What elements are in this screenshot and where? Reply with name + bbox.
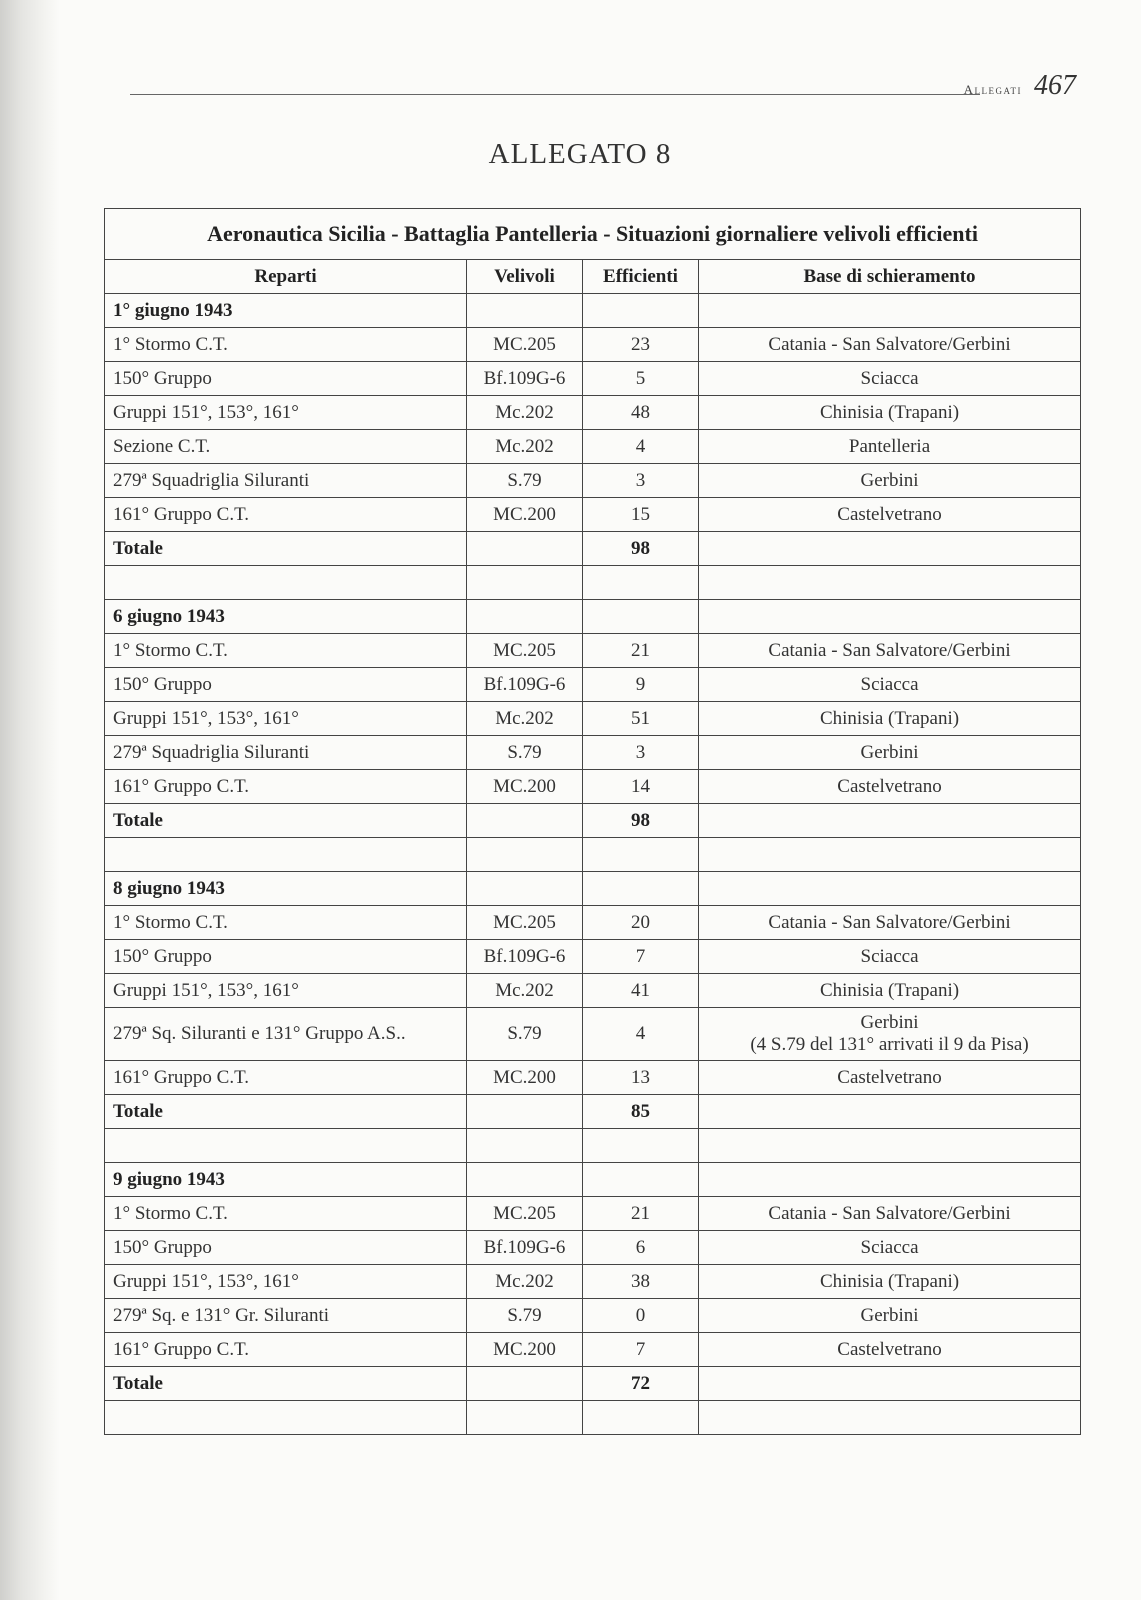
- running-head: [964, 70, 1076, 102]
- reparto-cell: Sezione C.T.: [105, 430, 467, 464]
- table-row: [105, 498, 1081, 532]
- base-cell: Catania - San Salvatore/Gerbini: [699, 906, 1081, 940]
- empty-cell: [467, 872, 583, 906]
- base-cell: Castelvetrano: [699, 1333, 1081, 1367]
- base-cell: [699, 1008, 1081, 1061]
- section-date-row: [105, 872, 1081, 906]
- page-spine-shadow: [0, 0, 60, 1600]
- base-cell: Chinisia (Trapani): [699, 1265, 1081, 1299]
- table-caption-row: [105, 209, 1081, 260]
- empty-cell: [583, 1129, 699, 1163]
- reparto-cell: 161° Gruppo C.T.: [105, 498, 467, 532]
- base-cell: Chinisia (Trapani): [699, 974, 1081, 1008]
- column-header-reparti: Reparti: [105, 260, 467, 294]
- table-row: [105, 1008, 1081, 1061]
- spacer-row: [105, 1129, 1081, 1163]
- velivoli-cell: Bf.109G-6: [467, 668, 583, 702]
- total-value: 72: [583, 1367, 699, 1401]
- empty-cell: [583, 294, 699, 328]
- efficienti-cell: 20: [583, 906, 699, 940]
- base-note: (4 S.79 del 131° arrivati il 9 da Pisa): [750, 1034, 1029, 1055]
- total-label: Totale: [105, 532, 467, 566]
- total-label: Totale: [105, 1095, 467, 1129]
- table-row: [105, 1333, 1081, 1367]
- column-header-velivoli: Velivoli: [467, 260, 583, 294]
- table-row: [105, 464, 1081, 498]
- base-cell: Gerbini: [699, 1299, 1081, 1333]
- empty-cell: [467, 532, 583, 566]
- empty-cell: [583, 838, 699, 872]
- efficienti-cell: 0: [583, 1299, 699, 1333]
- base-cell: Sciacca: [699, 1231, 1081, 1265]
- reparto-cell: 1° Stormo C.T.: [105, 1197, 467, 1231]
- efficienti-cell: 14: [583, 770, 699, 804]
- base-cell: Sciacca: [699, 668, 1081, 702]
- table-caption: Aeronautica Sicilia - Battaglia Pantelleria - Situazioni giornaliere velivoli efficienti: [105, 209, 1081, 260]
- base-cell: Castelvetrano: [699, 1061, 1081, 1095]
- efficienti-cell: 3: [583, 736, 699, 770]
- table-row: [105, 1197, 1081, 1231]
- table-row: [105, 974, 1081, 1008]
- base-cell: Gerbini: [699, 464, 1081, 498]
- base-cell: Catania - San Salvatore/Gerbini: [699, 634, 1081, 668]
- section-date: 8 giugno 1943: [105, 872, 467, 906]
- efficienti-cell: 4: [583, 1008, 699, 1061]
- column-header-efficienti: Efficienti: [583, 260, 699, 294]
- velivoli-cell: MC.205: [467, 1197, 583, 1231]
- table-row: [105, 940, 1081, 974]
- velivoli-cell: MC.205: [467, 328, 583, 362]
- efficienti-cell: 3: [583, 464, 699, 498]
- page-title: ALLEGATO 8: [488, 138, 672, 170]
- velivoli-cell: S.79: [467, 1008, 583, 1061]
- empty-cell: [699, 1095, 1081, 1129]
- velivoli-cell: S.79: [467, 464, 583, 498]
- reparto-cell: 279ª Sq. e 131° Gr. Siluranti: [105, 1299, 467, 1333]
- section-date-row: [105, 600, 1081, 634]
- base-cell: Catania - San Salvatore/Gerbini: [699, 328, 1081, 362]
- empty-cell: [699, 1129, 1081, 1163]
- reparto-cell: Gruppi 151°, 153°, 161°: [105, 1265, 467, 1299]
- empty-cell: [467, 566, 583, 600]
- velivoli-cell: MC.205: [467, 634, 583, 668]
- velivoli-cell: S.79: [467, 736, 583, 770]
- section-date: 6 giugno 1943: [105, 600, 467, 634]
- empty-cell: [583, 566, 699, 600]
- efficienti-cell: 23: [583, 328, 699, 362]
- table-row: [105, 736, 1081, 770]
- section-date: 9 giugno 1943: [105, 1163, 467, 1197]
- empty-cell: [583, 1401, 699, 1435]
- efficienti-cell: 38: [583, 1265, 699, 1299]
- total-row: [105, 804, 1081, 838]
- empty-cell: [467, 1401, 583, 1435]
- velivoli-cell: Bf.109G-6: [467, 1231, 583, 1265]
- velivoli-cell: Mc.202: [467, 430, 583, 464]
- base-cell: Gerbini: [699, 736, 1081, 770]
- table-row: [105, 430, 1081, 464]
- efficienti-cell: 21: [583, 1197, 699, 1231]
- efficienti-cell: 9: [583, 668, 699, 702]
- reparto-cell: 1° Stormo C.T.: [105, 634, 467, 668]
- empty-cell: [105, 1129, 467, 1163]
- table-row: [105, 396, 1081, 430]
- reparto-cell: 1° Stormo C.T.: [105, 328, 467, 362]
- reparto-cell: 150° Gruppo: [105, 362, 467, 396]
- column-header-base: Base di schieramento: [699, 260, 1081, 294]
- reparto-cell: 150° Gruppo: [105, 1231, 467, 1265]
- base-cell: Chinisia (Trapani): [699, 702, 1081, 736]
- velivoli-cell: Mc.202: [467, 974, 583, 1008]
- base-cell: Chinisia (Trapani): [699, 396, 1081, 430]
- empty-cell: [699, 294, 1081, 328]
- efficienti-cell: 15: [583, 498, 699, 532]
- empty-cell: [467, 1163, 583, 1197]
- base-cell: Sciacca: [699, 940, 1081, 974]
- empty-cell: [105, 566, 467, 600]
- table-row: [105, 362, 1081, 396]
- reparto-cell: 161° Gruppo C.T.: [105, 770, 467, 804]
- empty-cell: [699, 566, 1081, 600]
- total-value: 98: [583, 804, 699, 838]
- table-row: [105, 1231, 1081, 1265]
- empty-cell: [699, 600, 1081, 634]
- efficienti-cell: 4: [583, 430, 699, 464]
- table-header-row: [105, 260, 1081, 294]
- header-rule: [130, 94, 980, 95]
- efficienti-cell: 13: [583, 1061, 699, 1095]
- reparto-cell: 279ª Squadriglia Siluranti: [105, 736, 467, 770]
- empty-cell: [467, 1129, 583, 1163]
- table-row: [105, 702, 1081, 736]
- table-row: [105, 328, 1081, 362]
- empty-cell: [699, 1401, 1081, 1435]
- table-row: [105, 770, 1081, 804]
- efficienti-cell: 21: [583, 634, 699, 668]
- empty-cell: [583, 1163, 699, 1197]
- efficienti-cell: 5: [583, 362, 699, 396]
- efficienti-cell: 41: [583, 974, 699, 1008]
- table-row: [105, 1061, 1081, 1095]
- empty-cell: [467, 838, 583, 872]
- section-date-row: [105, 294, 1081, 328]
- empty-cell: [467, 600, 583, 634]
- efficienti-cell: 7: [583, 940, 699, 974]
- efficienti-cell: 51: [583, 702, 699, 736]
- total-row: [105, 532, 1081, 566]
- reparto-cell: Gruppi 151°, 153°, 161°: [105, 396, 467, 430]
- aircraft-table: [104, 208, 1081, 1435]
- table-row: [105, 668, 1081, 702]
- total-value: 85: [583, 1095, 699, 1129]
- empty-cell: [467, 294, 583, 328]
- page-number: 467: [1034, 70, 1076, 101]
- empty-cell: [699, 532, 1081, 566]
- base-cell: Pantelleria: [699, 430, 1081, 464]
- reparto-cell: 150° Gruppo: [105, 940, 467, 974]
- base-cell: Castelvetrano: [699, 770, 1081, 804]
- empty-cell: [105, 838, 467, 872]
- velivoli-cell: MC.200: [467, 1061, 583, 1095]
- velivoli-cell: MC.200: [467, 498, 583, 532]
- base-cell: Catania - San Salvatore/Gerbini: [699, 1197, 1081, 1231]
- efficienti-cell: 6: [583, 1231, 699, 1265]
- reparto-cell: Gruppi 151°, 153°, 161°: [105, 974, 467, 1008]
- velivoli-cell: MC.200: [467, 1333, 583, 1367]
- empty-cell: [699, 838, 1081, 872]
- velivoli-cell: MC.205: [467, 906, 583, 940]
- table-row: [105, 1265, 1081, 1299]
- table-row: [105, 634, 1081, 668]
- total-value: 98: [583, 532, 699, 566]
- spacer-row: [105, 566, 1081, 600]
- reparto-cell: 279ª Squadriglia Siluranti: [105, 464, 467, 498]
- empty-cell: [105, 1401, 467, 1435]
- empty-cell: [467, 804, 583, 838]
- reparto-cell: Gruppi 151°, 153°, 161°: [105, 702, 467, 736]
- table-row: [105, 1299, 1081, 1333]
- reparto-cell: 161° Gruppo C.T.: [105, 1061, 467, 1095]
- running-head-section: Allegati: [963, 82, 1022, 97]
- velivoli-cell: MC.200: [467, 770, 583, 804]
- empty-cell: [583, 600, 699, 634]
- total-row: [105, 1095, 1081, 1129]
- spacer-row: [105, 1401, 1081, 1435]
- empty-cell: [467, 1095, 583, 1129]
- empty-cell: [583, 872, 699, 906]
- reparto-cell: 161° Gruppo C.T.: [105, 1333, 467, 1367]
- section-date: 1° giugno 1943: [105, 294, 467, 328]
- empty-cell: [467, 1367, 583, 1401]
- efficienti-cell: 7: [583, 1333, 699, 1367]
- table-row: [105, 906, 1081, 940]
- velivoli-cell: Mc.202: [467, 1265, 583, 1299]
- velivoli-cell: S.79: [467, 1299, 583, 1333]
- total-label: Totale: [105, 1367, 467, 1401]
- spacer-row: [105, 838, 1081, 872]
- velivoli-cell: Bf.109G-6: [467, 362, 583, 396]
- empty-cell: [699, 1163, 1081, 1197]
- efficienti-cell: 48: [583, 396, 699, 430]
- empty-cell: [699, 872, 1081, 906]
- total-row: [105, 1367, 1081, 1401]
- empty-cell: [699, 804, 1081, 838]
- velivoli-cell: Bf.109G-6: [467, 940, 583, 974]
- reparto-cell: 279ª Sq. Siluranti e 131° Gruppo A.S..: [105, 1008, 467, 1061]
- base-cell: Castelvetrano: [699, 498, 1081, 532]
- reparto-cell: 1° Stormo C.T.: [105, 906, 467, 940]
- velivoli-cell: Mc.202: [467, 702, 583, 736]
- section-date-row: [105, 1163, 1081, 1197]
- base-cell: Sciacca: [699, 362, 1081, 396]
- total-label: Totale: [105, 804, 467, 838]
- velivoli-cell: Mc.202: [467, 396, 583, 430]
- base-name: Gerbini: [860, 1012, 919, 1033]
- reparto-cell: 150° Gruppo: [105, 668, 467, 702]
- empty-cell: [699, 1367, 1081, 1401]
